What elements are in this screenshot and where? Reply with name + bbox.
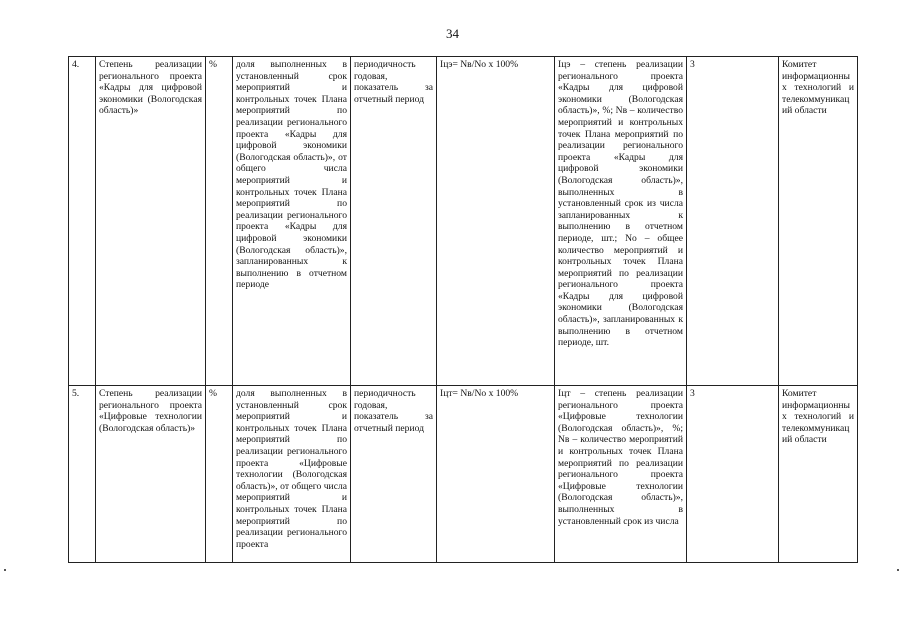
scan-mark-left [4,569,6,571]
page-number: 34 [446,26,459,41]
indicator-definition: доля выполненных в установленный срок мероприятий и контрольных точек Плана мероприятий по реализации регионального проекта «Цифровые технологии (Вологодская область)», от общего числа мероприятий и контрольных точек Плана мероприятий по реализации регионального проекта [233,386,351,563]
row-number: 4. [69,57,96,386]
method-code: 3 [687,386,779,563]
method-code: 3 [687,57,779,386]
formula-legend: Iцт – степень реализации регионального проекта «Цифровые технологии (Вологодская область)», %; Nв – количество мероприятий и контрольных точек Плана мероприятий по реализации регионального проекта «Цифровые технологии (Вологодская область)», выполненных в установленный срок из числа [555,386,687,563]
table-row [69,386,858,563]
table-row [69,57,858,386]
formula: Iцт= Nв/No x 100% [437,386,555,563]
responsible: Комитет информационных технологий и телекоммуникаций области [779,57,858,386]
unit: % [206,386,233,563]
row-number: 5. [69,386,96,563]
unit: % [206,57,233,386]
indicator-name: Степень реализации регионального проекта «Цифровые технологии (Вологодская область)» [96,386,206,563]
formula-legend: Iцэ – степень реализации регионального проекта «Кадры для цифровой экономики (Вологодская область)», %; Nв – количество мероприятий и контрольных точек Плана мероприятий по реализации регионального проекта «Кадры для цифровой экономики (Вологодская область)», выполненных в установленный срок из числа запланированных к выполнению в отчетном периоде, шт.; No – общее количество мероприятий и контрольных точек Плана мероприятий по реализации регионального проекта «Кадры для цифровой экономики (Вологодская область)», запланированных к выполнению в отчетном периоде, шт. [555,57,687,386]
periodicity: периодичность годовая, показатель за отчетный период [351,57,437,386]
formula: Iцэ= Nв/No x 100% [437,57,555,386]
indicator-definition: доля выполненных в установленный срок мероприятий и контрольных точек Плана мероприятий по реализации регионального проекта «Кадры для цифровой экономики (Вологодская область)», от общего числа мероприятий и контрольных точек Плана мероприятий по реализации регионального проекта «Кадры для цифровой экономики (Вологодская область)», запланированных к выполнению в отчетном периоде [233,57,351,386]
indicators-table [68,56,858,563]
scan-mark-right [897,569,899,571]
periodicity: периодичность годовая, показатель за отчетный период [351,386,437,563]
indicator-name: Степень реализации регионального проекта «Кадры для цифровой экономики (Вологодская область)» [96,57,206,386]
responsible: Комитет информационных технологий и телекоммуникаций области [779,386,858,563]
